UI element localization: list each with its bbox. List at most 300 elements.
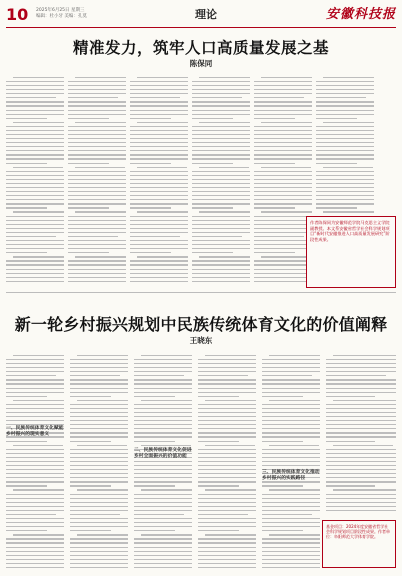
text-line <box>316 130 374 131</box>
text-line <box>68 195 126 196</box>
text-line <box>254 269 312 270</box>
text-line <box>192 130 250 131</box>
text-line <box>68 154 126 155</box>
text-line <box>130 85 188 86</box>
text-line <box>70 408 128 409</box>
text-line <box>326 465 396 466</box>
text-line <box>192 142 250 143</box>
text-line <box>254 199 312 200</box>
text-line <box>130 232 188 233</box>
text-line <box>6 461 64 462</box>
text-line <box>68 171 126 172</box>
text-line <box>70 547 128 548</box>
text-line <box>130 248 188 249</box>
text-line <box>333 355 396 356</box>
text-line <box>254 118 295 119</box>
text-line <box>192 81 250 82</box>
text-line <box>70 485 111 486</box>
text-line <box>70 567 128 568</box>
text-line <box>134 375 184 376</box>
text-line <box>326 363 396 364</box>
text-line <box>262 367 320 368</box>
text-line <box>254 281 312 282</box>
text-line <box>198 547 256 548</box>
text-line <box>6 89 64 90</box>
text-line <box>68 101 126 102</box>
text-line <box>254 171 312 172</box>
article2-author: 王晓东 <box>189 336 213 345</box>
text-line <box>70 498 128 499</box>
text-line <box>134 461 192 462</box>
text-line <box>326 494 396 495</box>
text-line <box>68 232 126 233</box>
text-line <box>192 105 250 106</box>
text-line <box>192 224 250 225</box>
text-line <box>137 122 188 123</box>
text-line <box>261 256 312 257</box>
text-line <box>6 142 64 143</box>
text-line <box>75 167 125 168</box>
text-line <box>6 191 64 192</box>
text-line <box>326 506 396 507</box>
text-line <box>192 179 250 180</box>
article1-title: 精准发力，筑牢人口高质量发展之基 <box>72 38 329 57</box>
text-line <box>130 277 188 278</box>
text-line <box>6 126 64 127</box>
article1-author: 陈保同 <box>189 59 213 68</box>
text-line <box>6 375 56 376</box>
text-line <box>254 138 312 139</box>
text-line <box>6 383 64 384</box>
text-line <box>6 118 47 119</box>
text-line <box>68 244 126 245</box>
text-line <box>6 526 64 527</box>
text-line <box>254 146 312 147</box>
text-line <box>130 93 188 94</box>
text-line <box>198 412 256 413</box>
article2-subheading-3: 三、民族传统体育文化推动乡村振兴的实践路径 <box>262 470 320 481</box>
text-line <box>192 244 250 245</box>
text-line <box>326 412 396 413</box>
text-line <box>134 412 192 413</box>
text-line <box>254 191 312 192</box>
text-line <box>68 89 126 90</box>
text-line <box>68 142 126 143</box>
text-line <box>316 175 374 176</box>
text-line <box>198 477 256 478</box>
article1-column-4 <box>192 74 250 286</box>
text-line <box>130 154 188 155</box>
text-line <box>254 187 312 188</box>
text-line <box>262 379 320 380</box>
article-divider <box>6 292 396 293</box>
text-line <box>326 424 396 425</box>
text-line <box>134 563 192 564</box>
text-line <box>198 518 256 519</box>
text-line <box>254 252 295 253</box>
text-line <box>262 522 320 523</box>
text-line <box>6 158 64 159</box>
text-line <box>70 371 128 372</box>
text-line <box>198 551 256 552</box>
text-line <box>6 101 64 102</box>
text-line <box>316 81 374 82</box>
text-line <box>68 216 126 217</box>
text-line <box>6 244 64 245</box>
text-line <box>70 457 128 458</box>
author-info-box <box>306 216 396 288</box>
text-line <box>254 126 312 127</box>
text-line <box>192 195 250 196</box>
text-line <box>134 432 192 433</box>
text-line <box>198 457 256 458</box>
text-line <box>134 359 192 360</box>
text-line <box>134 510 192 511</box>
text-line <box>68 273 126 274</box>
text-line <box>261 211 312 212</box>
text-line <box>70 502 128 503</box>
text-line <box>192 183 250 184</box>
text-line <box>262 465 320 466</box>
text-line <box>198 538 256 539</box>
text-line <box>6 412 64 413</box>
text-line <box>316 158 374 159</box>
text-line <box>77 489 128 490</box>
text-line <box>134 502 192 503</box>
text-line <box>6 367 64 368</box>
header-rule <box>6 27 396 28</box>
text-line <box>130 138 188 139</box>
text-line <box>134 428 192 429</box>
text-line <box>68 281 126 282</box>
text-line <box>205 534 256 535</box>
text-line <box>70 494 128 495</box>
text-line <box>192 187 250 188</box>
text-line <box>130 134 188 135</box>
page-number: 10 <box>6 5 29 24</box>
article2-column-6 <box>326 352 396 512</box>
text-line <box>70 424 128 425</box>
text-line <box>326 498 396 499</box>
text-line <box>75 256 126 257</box>
text-line <box>70 526 128 527</box>
text-line <box>254 203 312 204</box>
text-line <box>134 436 192 437</box>
text-line <box>192 134 250 135</box>
text-line <box>254 154 312 155</box>
text-line <box>134 518 192 519</box>
text-line <box>198 379 256 380</box>
text-line <box>134 473 192 474</box>
text-line <box>141 355 192 356</box>
text-line <box>316 191 374 192</box>
text-line <box>261 122 312 123</box>
text-line <box>6 530 47 531</box>
text-line <box>254 248 312 249</box>
text-line <box>6 551 64 552</box>
text-line <box>70 551 128 552</box>
text-line <box>130 105 188 106</box>
text-line <box>70 367 128 368</box>
text-line <box>130 240 188 241</box>
text-line <box>134 551 192 552</box>
text-line <box>192 118 233 119</box>
text-line <box>68 130 126 131</box>
text-line <box>75 211 126 212</box>
text-line <box>70 363 128 364</box>
text-line <box>262 412 320 413</box>
text-line <box>192 89 250 90</box>
text-line <box>316 154 374 155</box>
text-line <box>130 101 188 102</box>
text-line <box>130 175 188 176</box>
article2-column-5 <box>262 352 320 570</box>
text-line <box>262 461 320 462</box>
text-line <box>6 281 64 282</box>
text-line <box>192 220 250 221</box>
text-line <box>6 449 64 450</box>
text-line <box>6 453 64 454</box>
text-line <box>326 436 396 437</box>
text-line <box>254 134 312 135</box>
text-line <box>6 171 64 172</box>
text-line <box>68 93 126 94</box>
text-line <box>70 432 128 433</box>
text-line <box>254 236 304 237</box>
text-line <box>130 220 188 221</box>
text-line <box>192 216 250 217</box>
text-line <box>130 118 171 119</box>
text-line <box>316 183 374 184</box>
text-line <box>192 248 250 249</box>
text-line <box>6 187 64 188</box>
text-line <box>6 379 64 380</box>
text-line <box>6 277 64 278</box>
text-line <box>262 436 320 437</box>
text-line <box>6 359 64 360</box>
text-line <box>134 514 184 515</box>
text-line <box>68 252 109 253</box>
text-line <box>198 530 239 531</box>
text-line <box>6 559 64 560</box>
text-line <box>134 379 192 380</box>
text-line <box>6 514 56 515</box>
text-line <box>130 228 188 229</box>
text-line <box>6 240 64 241</box>
text-line <box>130 81 188 82</box>
text-line <box>198 481 256 482</box>
text-line <box>134 363 192 364</box>
text-line <box>254 216 312 217</box>
text-line <box>254 220 312 221</box>
text-line <box>199 256 250 257</box>
text-line <box>68 191 126 192</box>
text-line <box>134 404 192 405</box>
text-line <box>269 489 320 490</box>
article1-column-5 <box>254 74 312 286</box>
text-line <box>130 244 188 245</box>
text-line <box>13 355 64 356</box>
text-line <box>70 441 111 442</box>
text-line <box>130 207 171 208</box>
text-line <box>70 542 128 543</box>
text-line <box>6 567 64 568</box>
text-line <box>134 538 192 539</box>
text-line <box>316 118 357 119</box>
text-line <box>269 355 320 356</box>
text-line <box>6 183 64 184</box>
text-line <box>326 392 396 393</box>
text-line <box>323 167 373 168</box>
text-line <box>199 211 250 212</box>
text-line <box>192 232 250 233</box>
text-line <box>134 547 192 548</box>
text-line <box>134 498 192 499</box>
text-line <box>198 514 248 515</box>
text-line <box>137 77 188 78</box>
text-line <box>68 150 126 151</box>
text-line <box>70 453 128 454</box>
text-line <box>316 134 374 135</box>
text-line <box>70 388 128 389</box>
text-line <box>192 199 250 200</box>
text-line <box>134 408 192 409</box>
text-line <box>254 110 312 111</box>
text-line <box>205 445 255 446</box>
text-line <box>68 207 109 208</box>
text-line <box>130 179 188 180</box>
text-line <box>316 97 366 98</box>
text-line <box>198 428 256 429</box>
text-line <box>323 77 374 78</box>
text-line <box>70 396 111 397</box>
text-line <box>13 77 64 78</box>
text-line <box>262 510 320 511</box>
text-line <box>70 563 128 564</box>
text-line <box>130 252 171 253</box>
text-line <box>333 400 396 401</box>
text-line <box>134 485 175 486</box>
text-line <box>134 396 175 397</box>
text-line <box>254 207 295 208</box>
text-line <box>254 228 312 229</box>
text-line <box>262 441 303 442</box>
text-line <box>192 236 242 237</box>
text-line <box>254 81 312 82</box>
text-line <box>316 101 374 102</box>
text-line <box>254 240 312 241</box>
text-line <box>68 236 118 237</box>
text-line <box>254 163 295 164</box>
text-line <box>192 264 250 265</box>
text-line <box>192 281 250 282</box>
text-line <box>13 167 63 168</box>
text-line <box>326 388 396 389</box>
text-line <box>75 77 126 78</box>
text-line <box>6 563 64 564</box>
text-line <box>6 502 64 503</box>
text-line <box>316 93 374 94</box>
footnote-box <box>322 520 396 568</box>
text-line <box>254 142 312 143</box>
text-line <box>254 150 312 151</box>
text-line <box>13 122 64 123</box>
text-line <box>134 567 192 568</box>
text-line <box>192 126 250 127</box>
text-line <box>262 408 320 409</box>
text-line <box>198 436 256 437</box>
text-line <box>326 502 396 503</box>
text-line <box>70 416 128 417</box>
text-line <box>70 465 128 466</box>
text-line <box>316 150 374 151</box>
text-line <box>198 506 256 507</box>
text-line <box>70 461 128 462</box>
editor-line: 编辑：杜小牙 美编：孔莫 <box>36 14 87 19</box>
text-line <box>68 179 126 180</box>
text-line <box>68 126 126 127</box>
text-line <box>134 367 192 368</box>
text-line <box>130 224 188 225</box>
text-line <box>198 375 248 376</box>
text-line <box>254 89 312 90</box>
text-line <box>262 542 320 543</box>
text-line <box>198 485 239 486</box>
text-line <box>262 457 320 458</box>
text-line <box>6 105 64 106</box>
text-line <box>137 256 188 257</box>
text-line <box>134 477 192 478</box>
text-line <box>6 538 64 539</box>
text-line <box>199 167 249 168</box>
text-line <box>6 207 47 208</box>
text-line <box>77 355 128 356</box>
text-line <box>254 224 312 225</box>
text-line <box>333 489 396 490</box>
text-line <box>70 412 128 413</box>
text-line <box>13 489 64 490</box>
text-line <box>254 158 312 159</box>
text-line <box>323 122 374 123</box>
text-line <box>68 138 126 139</box>
text-line <box>262 498 320 499</box>
text-line <box>316 203 374 204</box>
text-line <box>192 158 250 159</box>
text-line <box>262 538 320 539</box>
text-line <box>134 494 192 495</box>
text-line <box>198 424 256 425</box>
text-line <box>141 445 191 446</box>
text-line <box>6 220 64 221</box>
text-line <box>70 383 128 384</box>
text-line <box>130 195 188 196</box>
text-line <box>6 420 64 421</box>
text-line <box>262 494 320 495</box>
text-line <box>6 416 64 417</box>
text-line <box>6 203 64 204</box>
text-line <box>262 420 320 421</box>
text-line <box>6 547 64 548</box>
text-line <box>316 126 374 127</box>
text-line <box>130 142 188 143</box>
text-line <box>326 428 396 429</box>
text-line <box>130 203 188 204</box>
text-line <box>68 269 126 270</box>
text-line <box>326 485 375 486</box>
newspaper-brand: 安徽科技报 <box>325 7 396 22</box>
text-line <box>68 134 126 135</box>
text-line <box>198 510 256 511</box>
